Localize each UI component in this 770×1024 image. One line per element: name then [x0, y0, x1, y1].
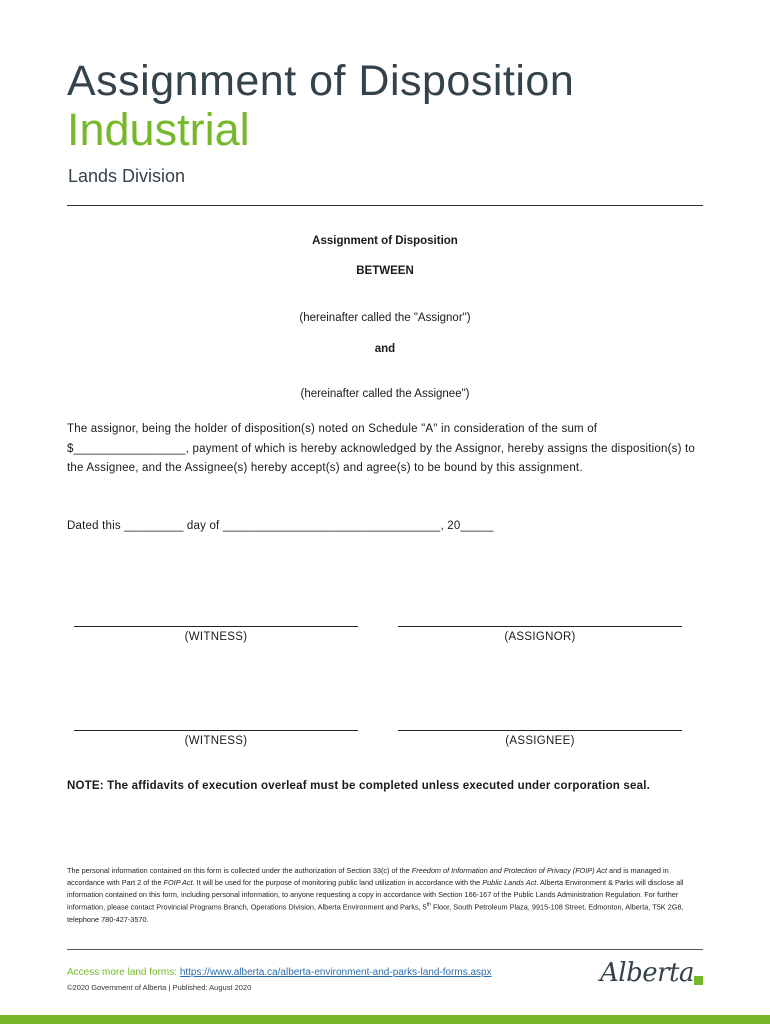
land-forms-link[interactable]: https://www.alberta.ca/alberta-environment-and-parks-land-forms.aspx — [179, 967, 492, 978]
public-lands-act: Public Lands Act — [482, 877, 537, 887]
footer-divider — [67, 949, 703, 950]
document-subtitle: Industrial — [67, 104, 250, 155]
division-label: Lands Division — [68, 166, 186, 186]
privacy-notice: The personal information contained on this form is collected under the authorization of Section 33(c) of the Freedom of Information and Protection of Privacy (FOIP) Act and is managed in accordance with Part 2 of the FOIP Act. It will be used for the purpose of monitoring public land utilization in accordance with the Public Lands Act. Alberta Environment & Parks will disclose all information contained on this form, including personal information, to anyone requesting a copy in accordance with Section 166-167 of the Public Lands Administration Regulation. For further information, please contact Provincial Programs Branch, Operations Division, Alberta Environment and Parks, 5th Floor, South Petroleum Plaza, 9915-108 Street, Edmonton, Alberta, T5K 2G8, telephone 780-427-3570. — [67, 866, 684, 924]
assignee-designation: (hereinafter called the Assignee") — [300, 388, 470, 400]
witness-signature-line-2[interactable] — [74, 730, 358, 731]
assignee-signature-line[interactable] — [398, 730, 682, 731]
witness-label-1: (WITNESS) — [184, 631, 248, 643]
between-label: BETWEEN — [356, 265, 414, 277]
access-forms — [67, 967, 492, 978]
foip-act-short: FOIP Act — [163, 877, 193, 887]
form-heading: Assignment of Disposition — [312, 235, 458, 247]
assignee-label: (ASSIGNEE) — [505, 735, 575, 747]
access-label: Access more land forms: — [67, 967, 180, 978]
copyright: ©2020 Government of Alberta | Published: August 2020 — [67, 983, 252, 992]
alberta-logo-mark-icon — [694, 976, 703, 985]
alberta-logo: Alberta — [600, 958, 694, 988]
execution-note: NOTE: The affidavits of execution overleaf must be completed unless executed under corporation seal. — [67, 780, 650, 792]
witness-label-2: (WITNESS) — [184, 735, 248, 747]
dated-line: Dated this _________ day of _________________________________, 20_____ — [67, 520, 494, 532]
assignor-label: (ASSIGNOR) — [504, 631, 576, 643]
assignment-paragraph: The assignor, being the holder of disposition(s) noted on Schedule "A" in consideration of the sum of $_________________, payment of which is hereby acknowledged by the Assignor, hereby assigns the disposition(s) to the Assignee, and the Assignee(s) hereby accept(s) and agree(s) to be bound by this assignment. — [67, 423, 696, 474]
assignor-signature-line[interactable] — [398, 626, 682, 627]
foip-act-name: Freedom of Information and Protection of Privacy (FOIP) Act — [411, 866, 607, 875]
footer-accent-bar — [0, 1015, 770, 1024]
header-divider — [67, 205, 703, 206]
document-title: Assignment of Disposition — [67, 57, 575, 105]
assignor-designation: (hereinafter called the "Assignor") — [299, 312, 471, 324]
witness-signature-line-1[interactable] — [74, 626, 358, 627]
and-label: and — [374, 343, 396, 355]
